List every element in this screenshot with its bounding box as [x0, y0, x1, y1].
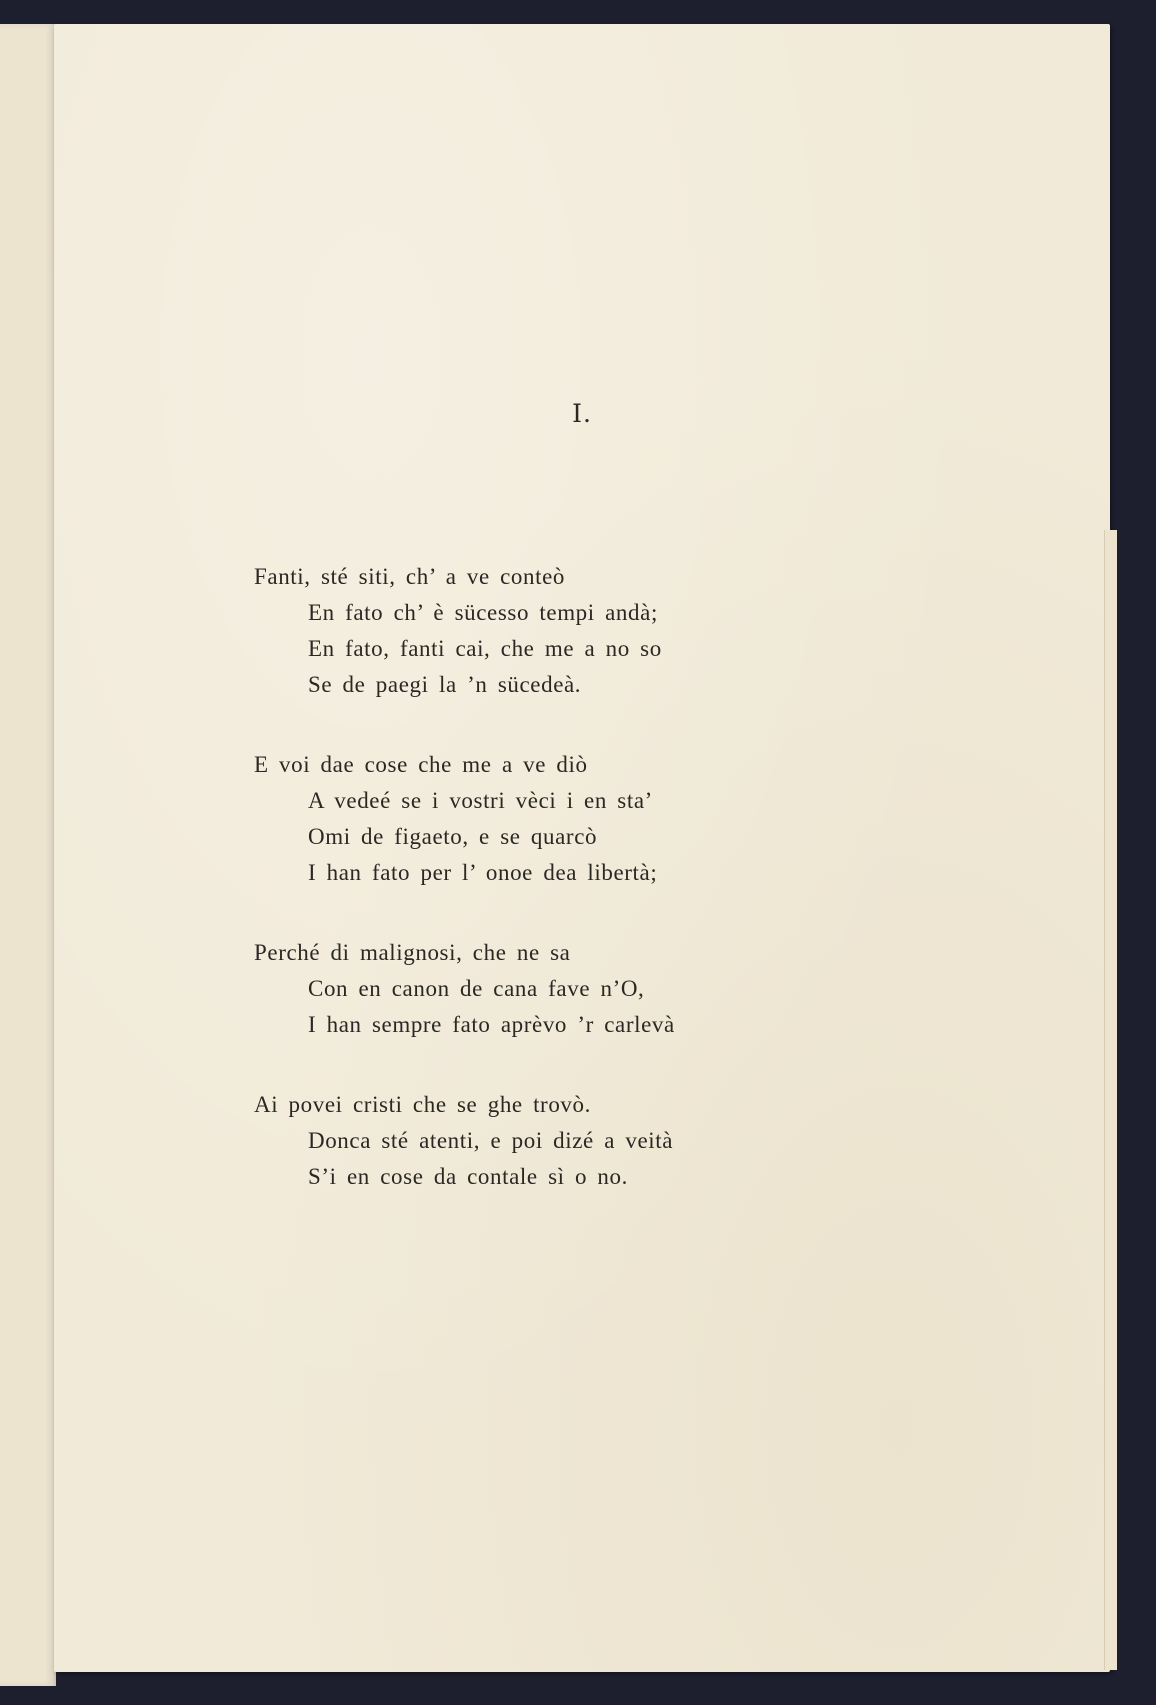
poem-line: I han sempre fato aprèvo ’r carlevà [308, 1012, 675, 1037]
stanza-2 [254, 747, 854, 891]
poem-line: S’i en cose da contale sì o no. [308, 1164, 628, 1189]
poem-line: A vedeé se i vostri vèci i en sta’ [308, 788, 653, 813]
poem-line: En fato ch’ è sücesso tempi andà; [308, 600, 658, 625]
poem-line: Ai povei cristi che se ghe trovò. [254, 1092, 591, 1117]
poem-line: Se de paegi la ’n sücedeà. [308, 672, 582, 697]
poem [254, 559, 854, 1239]
poem-line: Fanti, sté siti, ch’ a ve conteò [254, 564, 566, 589]
page-edge [1104, 530, 1117, 1670]
poem-line: I han fato per l’ onoe dea libertà; [308, 860, 658, 885]
poem-line: Perché di malignosi, che ne sa [254, 940, 571, 965]
poem-line: Con en canon de cana fave n’O, [308, 976, 645, 1001]
stanza-1 [254, 559, 854, 703]
stanza-3 [254, 935, 854, 1043]
stanza-4 [254, 1087, 854, 1195]
poem-line: Donca sté atenti, e poi dizé a veità [308, 1128, 674, 1153]
poem-line: En fato, fanti cai, che me a no so [308, 636, 662, 661]
section-number: I. [572, 399, 592, 428]
page [54, 24, 1110, 1672]
poem-line: E voi dae cose che me a ve diò [254, 752, 588, 777]
facing-page-edge [0, 24, 56, 1686]
poem-line: Omi de figaeto, e se quarcò [308, 824, 598, 849]
